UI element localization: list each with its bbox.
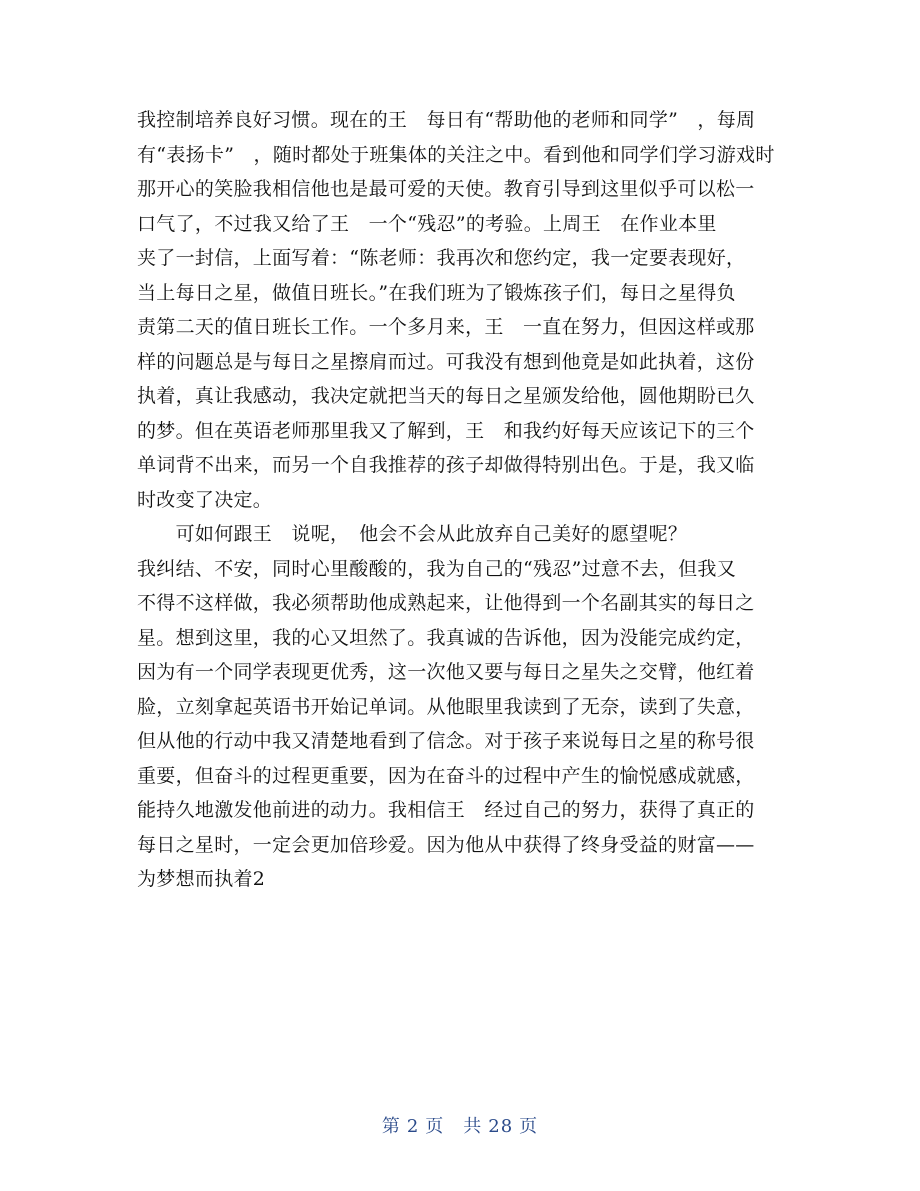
text-line: 夹了一封信，上面写着：“陈老师：我再次和您约定，我一定要表现好，	[137, 247, 746, 269]
text-line: 口气了，不过我又给了王 一个“残忍”的考验。上周王 在作业本里	[137, 212, 717, 235]
text-line: 每日之星时，一定会更加倍珍爱。因为他从中获得了终身受益的财富——	[137, 833, 755, 856]
footer-prefix: 第	[381, 1116, 401, 1137]
text-line: 脸，立刻拿起英语书开始记单词。从他眼里我读到了无奈，读到了失意，	[137, 695, 755, 718]
text-line: 星。想到这里，我的心又坦然了。我真诚的告诉他，因为没能完成约定，	[137, 626, 755, 649]
text-line: 执着，真让我感动，我决定就把当天的每日之星颁发给他，圆他期盼已久	[137, 385, 755, 407]
text-line: 因为有一个同学表现更优秀，这一次他又要与每日之星失之交臂，他红着	[137, 661, 755, 683]
total-pages: 28	[488, 1116, 514, 1137]
footer-suffix: 页	[519, 1116, 539, 1137]
page-number: 2	[406, 1116, 420, 1137]
text-line: 当上每日之星，做值日班长。”在我们班为了锻炼孩子们，每日之星得负	[137, 281, 736, 304]
page-footer	[0, 1112, 920, 1138]
text-line: 为梦想而执着2	[137, 868, 266, 890]
text-line: 但从他的行动中我又清楚地看到了信念。对于孩子来说每日之星的称号很	[137, 730, 755, 752]
text-line: 单词背不出来，而另一个自我推荐的孩子却做得特别出色。于是，我又临	[137, 454, 755, 476]
text-line: 可如何跟王 说呢， 他会不会从此放弃自己美好的愿望呢？	[137, 523, 688, 545]
text-line: 时改变了决定。	[137, 488, 273, 511]
text-line: 样的问题总是与每日之星擦肩而过。可我没有想到他竟是如此执着，这份	[137, 350, 755, 373]
text-line: 能持久地激发他前进的动力。我相信王 经过自己的努力，获得了真正的	[137, 799, 755, 821]
body-text	[137, 103, 777, 897]
text-line: 的梦。但在英语老师那里我又了解到，王 和我约好每天应该记下的三个	[137, 419, 755, 442]
text-line: 重要，但奋斗的过程更重要，因为在奋斗的过程中产生的愉悦感成就感，	[137, 764, 755, 787]
text-line: 那开心的笑脸我相信他也是最可爱的天使。教育引导到这里似乎可以松一	[137, 178, 755, 200]
text-line: 有“表扬卡” ，随时都处于班集体的关注之中。看到他和同学们学习游戏时	[137, 143, 775, 166]
text-line: 我控制培养良好习惯。现在的王 每日有“帮助他的老师和同学” ，每周	[137, 109, 756, 131]
footer-middle: 页 共	[425, 1116, 483, 1137]
text-line: 我纠结、不安，同时心里酸酸的，我为自己的“残忍”过意不去，但我又	[137, 557, 737, 580]
text-line: 责第二天的值日班长工作。一个多月来，王 一直在努力，但因这样或那	[137, 316, 755, 338]
text-line: 不得不这样做，我必须帮助他成熟起来，让他得到一个名副其实的每日之	[137, 592, 755, 614]
